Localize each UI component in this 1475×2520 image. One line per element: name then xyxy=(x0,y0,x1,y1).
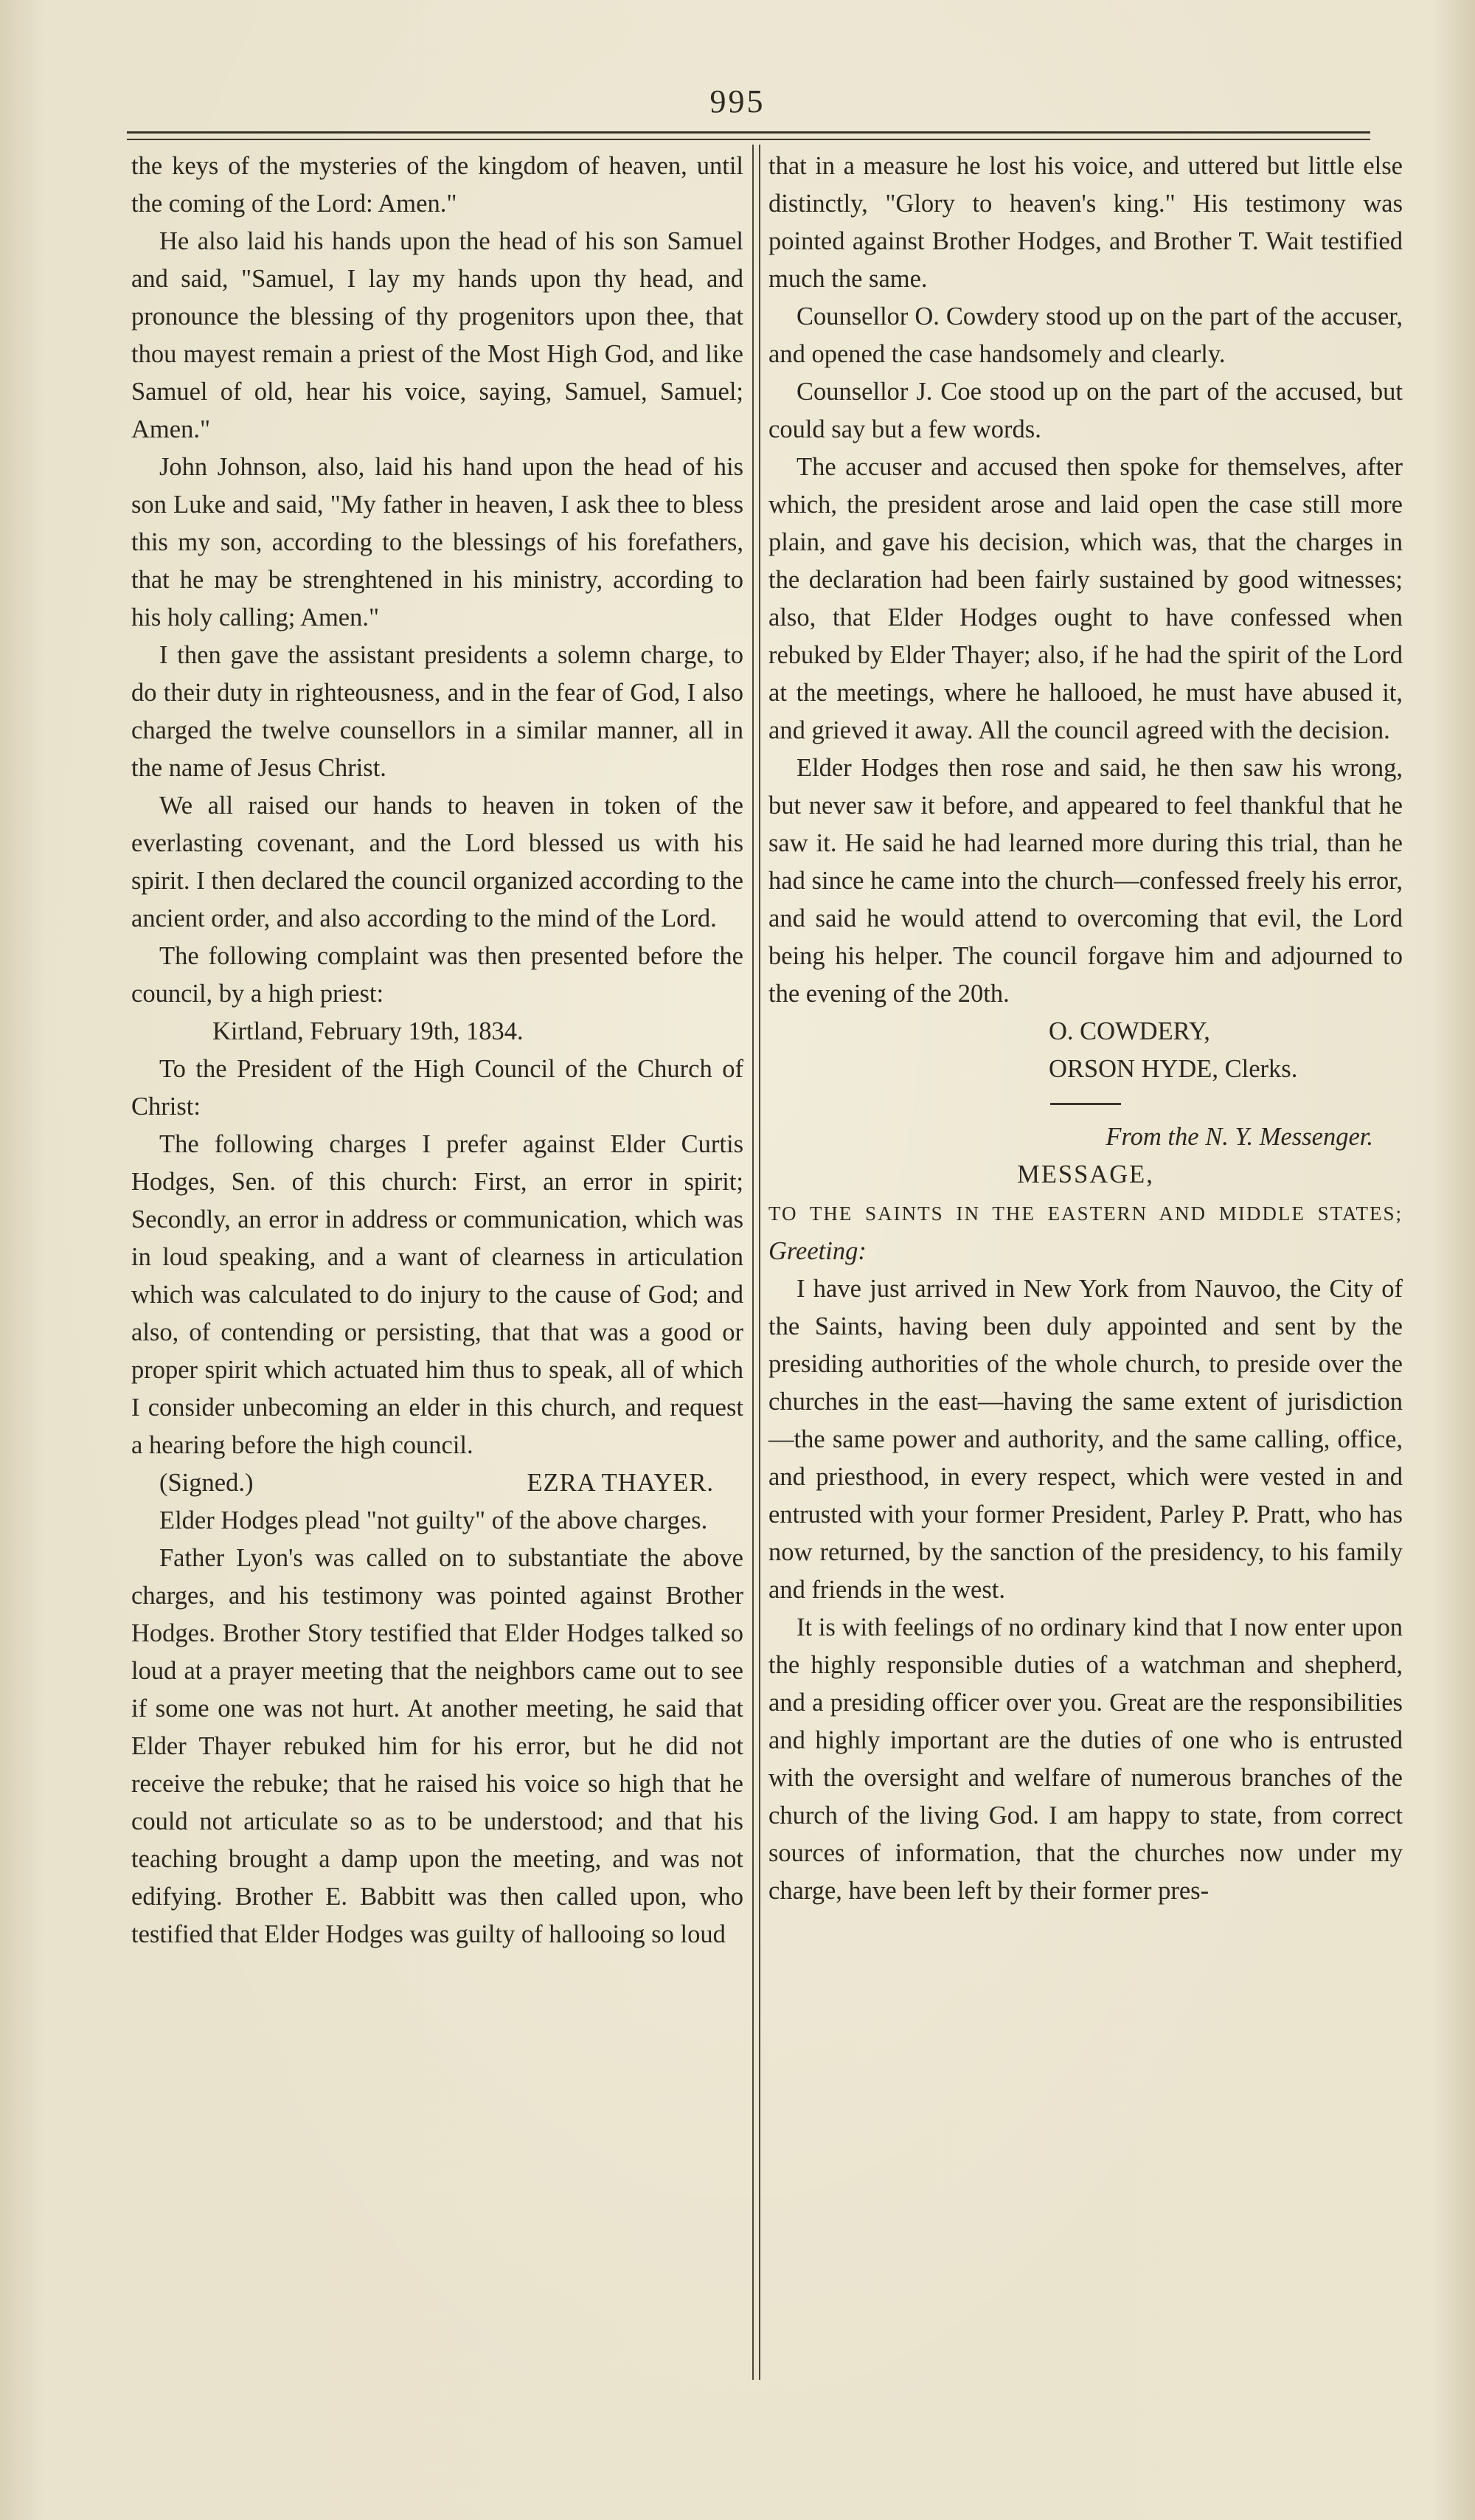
right-column xyxy=(768,148,1403,1910)
paragraph: that in a measure he lost his voice, and uttered but little else distinctly, "Glory to heaven's king." His testimony was pointed against Brother Hodges, and Brother T. Wait testified much the same. xyxy=(768,152,1403,293)
paragraph: Counsellor J. Coe stood up on the part of the accused, but could say but a few words. xyxy=(768,378,1403,443)
paragraph: It is with feelings of no ordinary kind that I now enter upon the highly responsible duties of a watchman and shepherd, and a presiding officer over you. Great are the responsibilities and highly important are the duties of one who is entrusted with the oversight and welfare of numerous branches of the church of the living God. I am happy to state, from correct sources of information, that the churches now under my charge, have been left by their former pres- xyxy=(768,1613,1403,1905)
message-title: MESSAGE, xyxy=(1017,1160,1154,1188)
paragraph: He also laid his hands upon the head of his son Samuel and said, "Samuel, I lay my hands upon thy head, and pronounce the blessing of thy progenitors upon thee, that thou mayest remain a priest of the Most High God, and like Samuel of old, hear his voice, saying, Samuel, Samuel; Amen." xyxy=(131,227,743,443)
signed-label: (Signed.) xyxy=(159,1469,254,1497)
salutation xyxy=(768,1194,1403,1270)
source-credit: From the N. Y. Messenger. xyxy=(1106,1123,1373,1151)
paragraph: The following complaint was then presented before the council, by a high priest: xyxy=(131,942,743,1008)
dateline: Kirtland, February 19th, 1834. xyxy=(212,1017,524,1045)
charges-paragraph: The following charges I prefer against Elder Curtis Hodges, Sen. of this church: First, an error in spirit; Secondly, an error in address or communication, which was in loud speaking, and a want of clearness in articulation which was calculated to do injury to the cause of God; and also, of contending or persisting, that that was a good or proper spirit which actuated him thus to speak, all of which I consider unbecoming an elder in this church, and request a hearing before the high council. xyxy=(131,1130,743,1459)
clerk-name: O. COWDERY, xyxy=(1049,1017,1210,1045)
salutation-lead: TO THE SAINTS IN THE EASTERN AND MIDDLE STATES; xyxy=(768,1202,1403,1225)
paragraph: I have just arrived in New York from Nauvoo, the City of the Saints, having been duly appointed and sent by the presiding authorities of the whole church, to preside over the churches in the east—having the same extent of jurisdiction—the same power and authority, and the same calling, office, and priesthood, in every respect, which were vested in and entrusted with your former President, Parley P. Pratt, who has now returned, by the sanction of the presidency, to his family and friends in the west. xyxy=(768,1275,1403,1604)
paragraph: The accuser and accused then spoke for themselves, after which, the president arose and laid open the case still more plain, and gave his decision, which was, that the charges in the declaration had been fairly sustained by good witnesses; also, that Elder Hodges ought to have confessed when rebuked by Elder Thayer; also, if he had the spirit of the Lord at the meetings, where he hallooed, he must have abused it, and grieved it away. All the council agreed with the decision. xyxy=(768,453,1403,744)
clerk-name: ORSON HYDE, Clerks. xyxy=(1049,1055,1298,1083)
header-rule-thick xyxy=(127,131,1370,134)
letter-address: To the President of the High Council of the Church of Christ: xyxy=(131,1055,743,1121)
page-number: 995 xyxy=(709,83,766,120)
paragraph: the keys of the mysteries of the kingdom of heaven, until the coming of the Lord: Amen." xyxy=(131,152,743,218)
header-rule-thin xyxy=(127,139,1370,140)
paragraph: Father Lyon's was called on to substantiate the above charges, and his testimony was pointed against Brother Hodges. Brother Story testified that Elder Hodges talked so loud at a prayer meeting that the neighbors came out to see if some one was not hurt. At another meeting, he said that Elder Thayer rebuked him for his error, but he did not receive the rebuke; that he raised his voice so high that he could not articulate so as to be understood; and that his teaching brought a damp upon the meeting, and was not edifying. Brother E. Babbitt was then called upon, who testified that Elder Hodges was guilty of hallooing so loud xyxy=(131,1544,743,1948)
paragraph: John Johnson, also, laid his hand upon the head of his son Luke and said, "My father in heaven, I ask thee to bless this my son, according to the blessings of his forefathers, that he may be strenghtened in his ministry, according to his holy calling; Amen." xyxy=(131,453,743,631)
salutation-greeting: Greeting: xyxy=(768,1237,867,1265)
clerks-signature xyxy=(768,1013,1403,1088)
column-divider xyxy=(752,145,760,2380)
paragraph: Counsellor O. Cowdery stood up on the part of the accuser, and opened the case handsomely and clearly. xyxy=(768,302,1403,368)
paragraph: Elder Hodges plead "not guilty" of the above charges. xyxy=(159,1506,708,1534)
paragraph: We all raised our hands to heaven in token of the everlasting covenant, and the Lord blessed us with his spirit. I then declared the council organized according to the ancient order, and also according to the mind of the Lord. xyxy=(131,792,743,932)
paragraph: I then gave the assistant presidents a solemn charge, to do their duty in righteousness, and in the fear of God, I also charged the twelve counsellors in a similar manner, all in the name of Jesus Christ. xyxy=(131,641,743,782)
signature-line xyxy=(131,1464,743,1502)
left-column xyxy=(131,148,743,1953)
paragraph: Elder Hodges then rose and said, he then saw his wrong, but never saw it before, and appeared to feel thankful that he saw it. He said he had learned more during this trial, than he had since he came into the church—confessed freely his error, and said he would attend to overcoming that evil, the Lord being his helper. The council forgave him and adjourned to the evening of the 20th. xyxy=(768,754,1403,1008)
section-rule xyxy=(1050,1103,1121,1105)
signed-name: EZRA THAYER. xyxy=(527,1469,714,1497)
